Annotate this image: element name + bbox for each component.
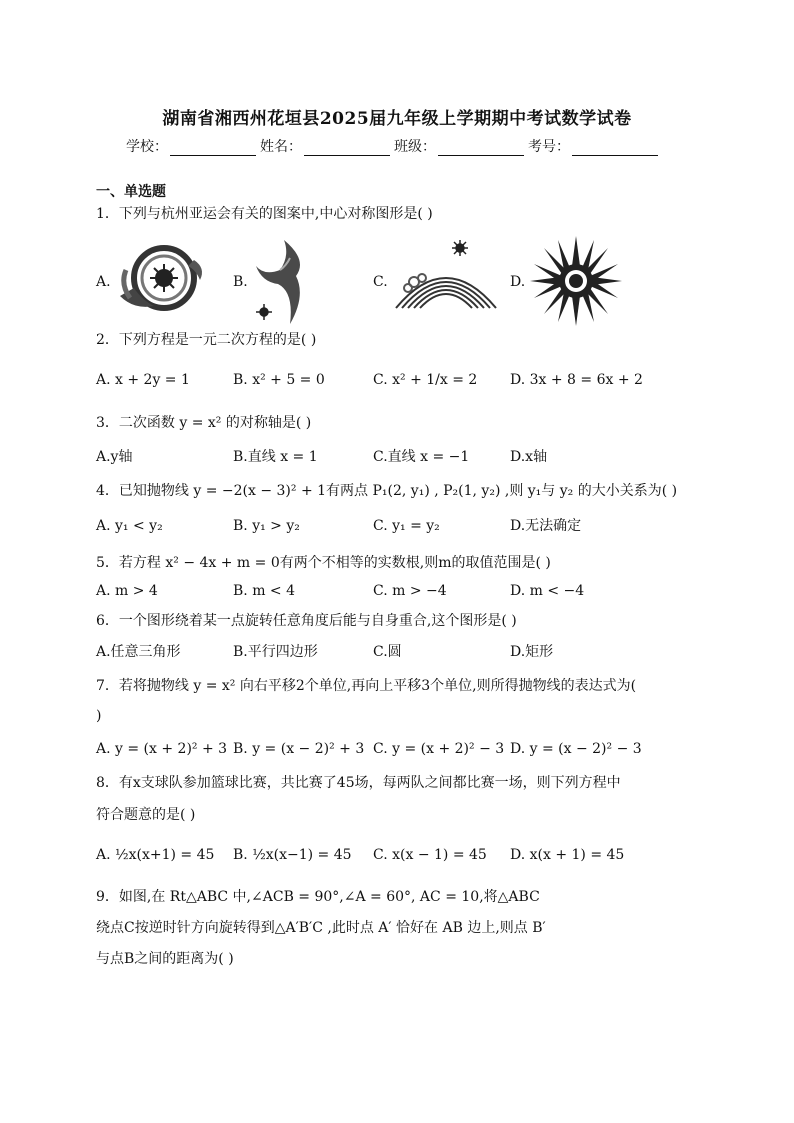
q3-option-b: B.直线 x = 1 [233,449,318,465]
school-label: 学校： [126,139,168,155]
question-7-text-cont: ) [96,708,102,724]
q5-option-d: D. m < −4 [510,583,585,599]
q6-option-c: C.圆 [373,644,402,660]
class-label: 班级： [394,139,436,155]
q2-option-d: D. 3x + 8 = 6x + 2 [510,372,643,388]
q1-option-a-label: A. [96,274,111,290]
student-info-line [126,136,662,156]
q4-option-c: C. y₁ = y₂ [373,518,440,534]
q5-option-c: C. m > −4 [373,583,447,599]
name-blank[interactable] [304,141,390,156]
question-8-text: 8．有x支球队参加篮球比赛，共比赛了45场，每两队之间都比赛一场，则下列方程中 [96,775,621,791]
question-7-text: 7．若将抛物线 y = x² 向右平移2个单位,再向上平移3个单位,则所得抛物线的表达式为( [96,678,637,694]
question-3-text: 3．二次函数 y = x² 的对称轴是( ) [96,415,312,431]
question-8-text-cont: 符合题意的是( ) [96,807,196,823]
class-blank[interactable] [438,141,524,156]
q2-option-c: C. x² + 1/x = 2 [373,372,478,388]
question-6-text: 6．一个图形绕着某一点旋转任意角度后能与自身重合,这个图形是( ) [96,613,517,629]
question-2-text: 2．下列方程是一元二次方程的是( ) [96,332,317,348]
number-blank[interactable] [572,141,658,156]
q5-option-a: A. m > 4 [96,583,158,599]
q7-option-d: D. y = (x − 2)² − 3 [510,741,642,757]
question-9-line-1: 9．如图,在 Rt△ABC 中,∠ACB = 90°,∠A = 60°, AC = 10,将△ABC [96,889,540,905]
q8-option-a: A. ½x(x+1) = 45 [96,847,215,863]
section-heading: 一、单选题 [96,184,166,200]
q6-option-a: A.任意三角形 [96,644,181,660]
q7-option-b: B. y = (x − 2)² + 3 [233,741,365,757]
q3-option-c: C.直线 x = −1 [373,449,470,465]
q3-option-a: A.y轴 [96,449,133,465]
question-9-line-3: 与点B之间的距离为( ) [96,951,234,967]
page-title: 湖南省湘西州花垣县2025届九年级上学期期中考试数学试卷 [162,109,632,129]
q1-option-c-label: C. [373,274,388,290]
spiky-sun-icon [530,236,622,326]
number-label: 考号： [528,139,570,155]
school-blank[interactable] [170,141,256,156]
q7-option-c: C. y = (x + 2)² − 3 [373,741,505,757]
name-label: 姓名： [260,139,302,155]
q3-option-d: D.x轴 [510,449,548,465]
q5-option-b: B. m < 4 [233,583,296,599]
q1-option-d-label: D. [510,274,526,290]
q2-option-a: A. x + 2y = 1 [96,372,190,388]
rainbow-arc-icon [390,238,502,310]
q8-option-d: D. x(x + 1) = 45 [510,847,625,863]
q4-option-a: A. y₁ < y₂ [96,518,163,534]
dolphin-tail-icon [250,236,314,328]
q2-option-b: B. x² + 5 = 0 [233,372,325,388]
q1-option-b-label: B. [233,274,248,290]
question-9-line-2: 绕点C按逆时针方向旋转得到△A′B′C ,此时点 A′ 恰好在 AB 边上,则点 B′ [96,920,546,936]
question-5-text: 5．若方程 x² − 4x + m = 0有两个不相等的实数根,则m的取值范围是( ) [96,555,551,571]
sun-wave-emblem-icon [114,240,206,316]
q8-option-b: B. ½x(x−1) = 45 [233,847,352,863]
q6-option-d: D.矩形 [510,644,554,660]
q4-option-d: D.无法确定 [510,518,582,534]
q6-option-b: B.平行四边形 [233,644,318,660]
question-4-text: 4．已知抛物线 y = −2(x − 3)² + 1有两点 P₁(2, y₁) , P₂(1, y₂) ,则 y₁与 y₂ 的大小关系为( ) [96,483,678,499]
q4-option-b: B. y₁ > y₂ [233,518,300,534]
q7-option-a: A. y = (x + 2)² + 3 [96,741,228,757]
question-1-text: 1．下列与杭州亚运会有关的图案中,中心对称图形是( ) [96,206,433,222]
q8-option-c: C. x(x − 1) = 45 [373,847,487,863]
